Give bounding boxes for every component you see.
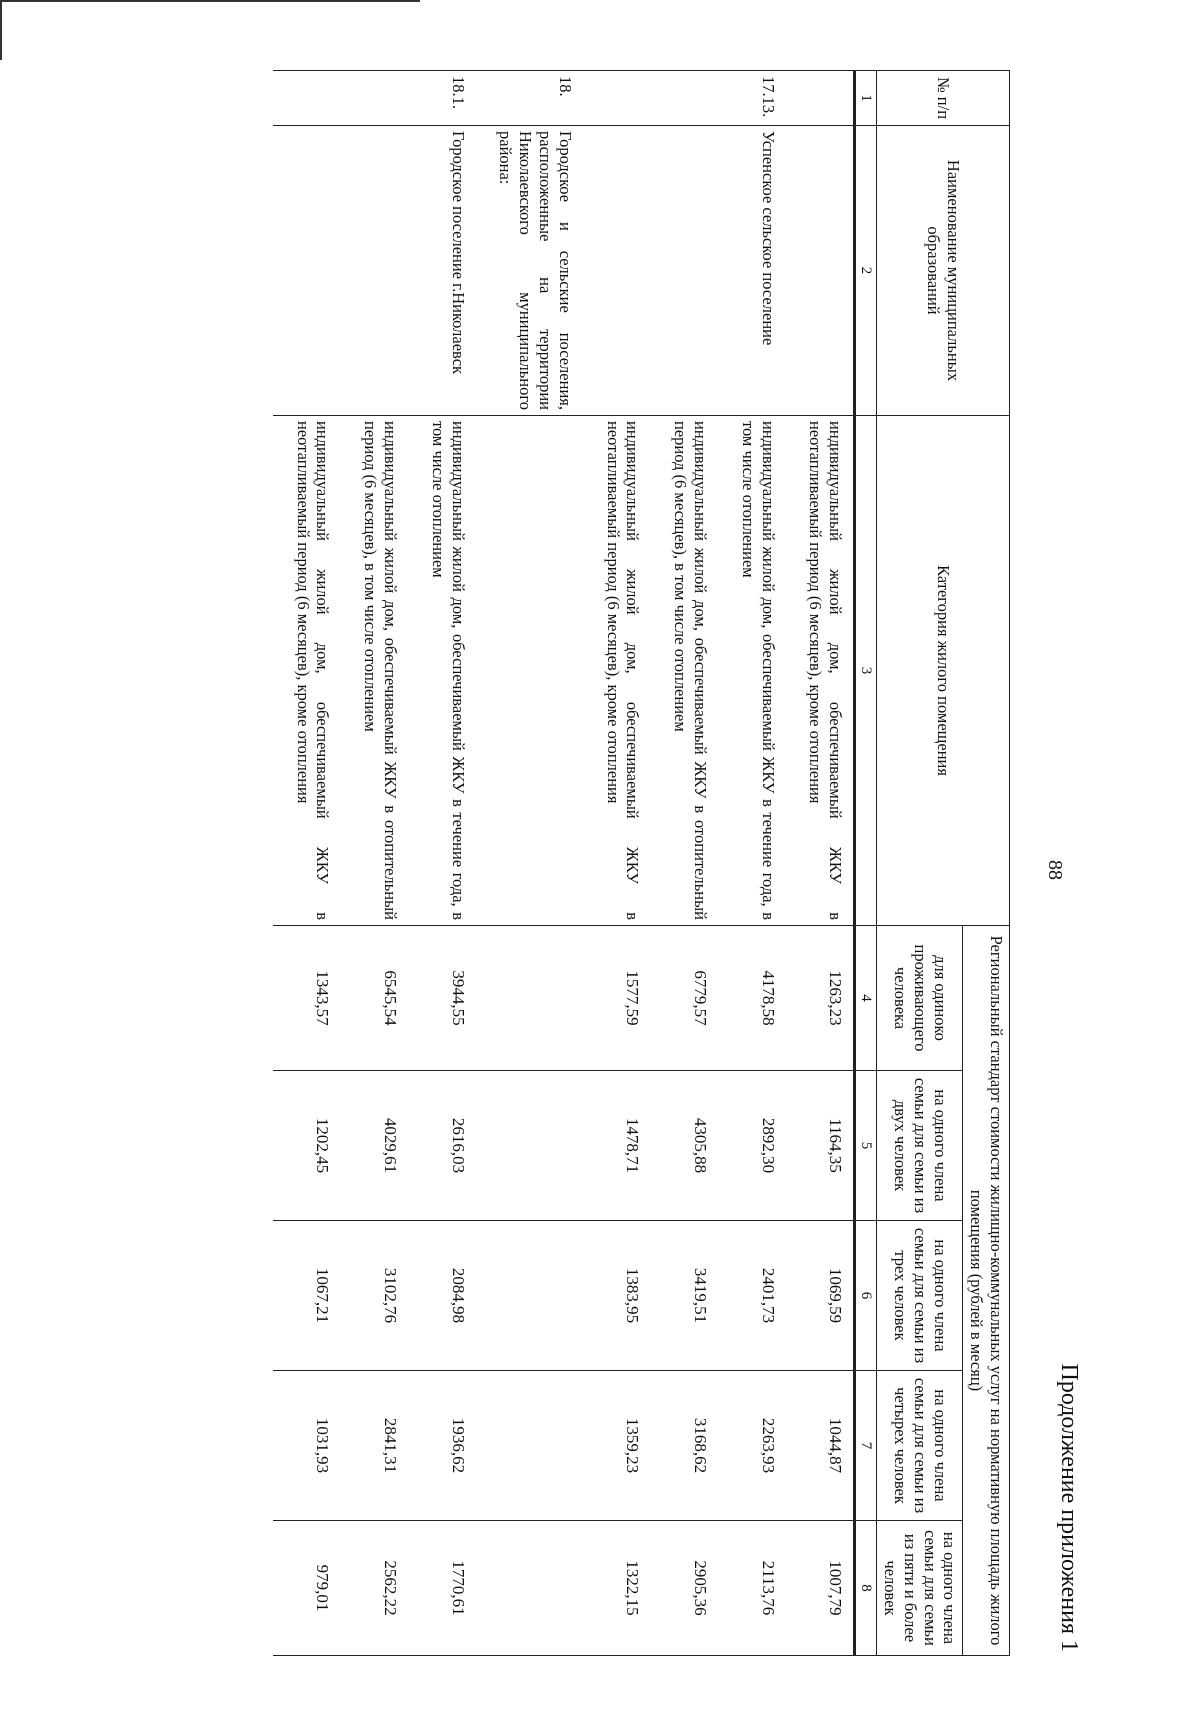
cell-name — [273, 126, 341, 416]
column-index: 7 — [855, 1371, 877, 1521]
table-row — [718, 71, 786, 1656]
cell-value: 2263,93 — [718, 1371, 786, 1521]
table-row — [340, 71, 408, 1656]
cell-value: 1383,95 — [583, 1221, 651, 1371]
cell-value: 2562,22 — [340, 1521, 408, 1656]
header-num: № п/п — [877, 71, 1010, 126]
column-index: 6 — [855, 1221, 877, 1371]
table-row — [408, 71, 476, 1656]
cell-value: 2892,30 — [718, 1071, 786, 1221]
scan-edge-left — [0, 0, 2, 60]
cell-value: 3419,51 — [650, 1221, 718, 1371]
cell-value — [476, 1371, 583, 1521]
rotated-content — [70, 70, 1090, 1670]
cell-value: 2905,36 — [650, 1521, 718, 1656]
cell-name — [340, 126, 408, 416]
cell-value: 2084,98 — [408, 1221, 476, 1371]
column-index: 1 — [855, 71, 877, 126]
table-row — [786, 71, 855, 1656]
cell-value: 1263,23 — [786, 926, 855, 1071]
cell-value: 4305,88 — [650, 1071, 718, 1221]
table-row — [273, 71, 341, 1656]
cell-value: 3102,76 — [340, 1221, 408, 1371]
column-index: 8 — [855, 1521, 877, 1656]
header-category: Категория жилого помещения — [877, 416, 1010, 926]
cell-name: Успенское сельское поселение — [718, 126, 786, 416]
cell-value: 1770,61 — [408, 1521, 476, 1656]
cell-category: индивидуальный жилой дом, обеспечиваемый ЖКУ в неотапливаемый период (6 месяцев), кроме отопления — [583, 416, 651, 926]
column-index: 3 — [855, 416, 877, 926]
cell-value: 1031,93 — [273, 1371, 341, 1521]
standards-table — [273, 70, 1010, 1656]
cell-category: индивидуальный жилой дом, обеспечиваемый ЖКУ в отопительный период (6 месяцев), в том числе отоплением — [340, 416, 408, 926]
cell-value: 2616,03 — [408, 1071, 476, 1221]
cell-name: Городское и сельские поселения, расположенные на территории Николаевского муниципального района: — [476, 126, 583, 416]
cell-value — [476, 1221, 583, 1371]
cell-value: 1478,71 — [583, 1071, 651, 1221]
cell-name — [650, 126, 718, 416]
header-col8: на одного члена семьи для семьи из пяти и более человек — [877, 1521, 963, 1656]
column-index: 2 — [855, 126, 877, 416]
cell-value: 3168,62 — [650, 1371, 718, 1521]
cell-value: 3944,55 — [408, 926, 476, 1071]
cell-name — [583, 126, 651, 416]
cell-value: 1067,21 — [273, 1221, 341, 1371]
cell-value: 1359,23 — [583, 1371, 651, 1521]
page-number: 88 — [1044, 860, 1066, 880]
table-row — [583, 71, 651, 1656]
cell-value: 1936,62 — [408, 1371, 476, 1521]
header-col4: для одиноко проживающего человека — [877, 926, 963, 1071]
cell-category: индивидуальный жилой дом, обеспечиваемый ЖКУ в неотапливаемый период (6 месяцев), кроме отопления — [273, 416, 341, 926]
cell-value: 979,01 — [273, 1521, 341, 1656]
cell-num — [273, 71, 341, 126]
header-col5: на одного члена семьи для семьи из двух человек — [877, 1071, 963, 1221]
cell-num — [786, 71, 855, 126]
column-index: 4 — [855, 926, 877, 1071]
cell-num — [340, 71, 408, 126]
cell-category: индивидуальный жилой дом, обеспечиваемый ЖКУ в отопительный период (6 месяцев), в том числе отоплением — [650, 416, 718, 926]
table-row — [650, 71, 718, 1656]
cell-num: 18. — [476, 71, 583, 126]
continuation-title: Продолжение приложения 1 — [1056, 1363, 1082, 1652]
cell-value: 2401,73 — [718, 1221, 786, 1371]
cell-value — [476, 1071, 583, 1221]
cell-num: 18.1. — [408, 71, 476, 126]
cell-num — [650, 71, 718, 126]
scan-edge-top — [0, 0, 420, 2]
cell-category: индивидуальный жилой дом, обеспечиваемый ЖКУ в неотапливаемый период (6 месяцев), кроме отопления — [786, 416, 855, 926]
cell-value: 1069,59 — [786, 1221, 855, 1371]
table-row — [476, 71, 583, 1656]
cell-value: 1577,59 — [583, 926, 651, 1071]
cell-name — [786, 126, 855, 416]
header-col7: на одного члена семьи для семьи из четырех человек — [877, 1371, 963, 1521]
cell-value — [476, 1521, 583, 1656]
header-group: Региональный стандарт стоимости жилищно-коммунальных услуг на нормативную площадь жилого помещения (рублей в месяц) — [963, 926, 1010, 1656]
header-col6: на одного члена семьи для семьи из трех человек — [877, 1221, 963, 1371]
cell-category: индивидуальный жилой дом, обеспечиваемый ЖКУ в течение года, в том числе отоплением — [408, 416, 476, 926]
cell-category: индивидуальный жилой дом, обеспечиваемый ЖКУ в течение года, в том числе отоплением — [718, 416, 786, 926]
cell-value: 4029,61 — [340, 1071, 408, 1221]
cell-num — [583, 71, 651, 126]
cell-value: 1343,57 — [273, 926, 341, 1071]
cell-value: 6779,57 — [650, 926, 718, 1071]
cell-value: 1322,15 — [583, 1521, 651, 1656]
column-index-row — [855, 71, 877, 1656]
cell-value: 2113,76 — [718, 1521, 786, 1656]
cell-value: 2841,31 — [340, 1371, 408, 1521]
cell-value: 1007,79 — [786, 1521, 855, 1656]
cell-value: 6545,54 — [340, 926, 408, 1071]
cell-value: 1164,35 — [786, 1071, 855, 1221]
cell-value: 4178,58 — [718, 926, 786, 1071]
cell-value: 1202,45 — [273, 1071, 341, 1221]
cell-num: 17.13. — [718, 71, 786, 126]
column-index: 5 — [855, 1071, 877, 1221]
cell-category — [476, 416, 583, 926]
header-name: Наименование муниципальных образований — [877, 126, 1010, 416]
cell-value — [476, 926, 583, 1071]
cell-name: Городское поселение г.Николаевск — [408, 126, 476, 416]
cell-value: 1044,87 — [786, 1371, 855, 1521]
